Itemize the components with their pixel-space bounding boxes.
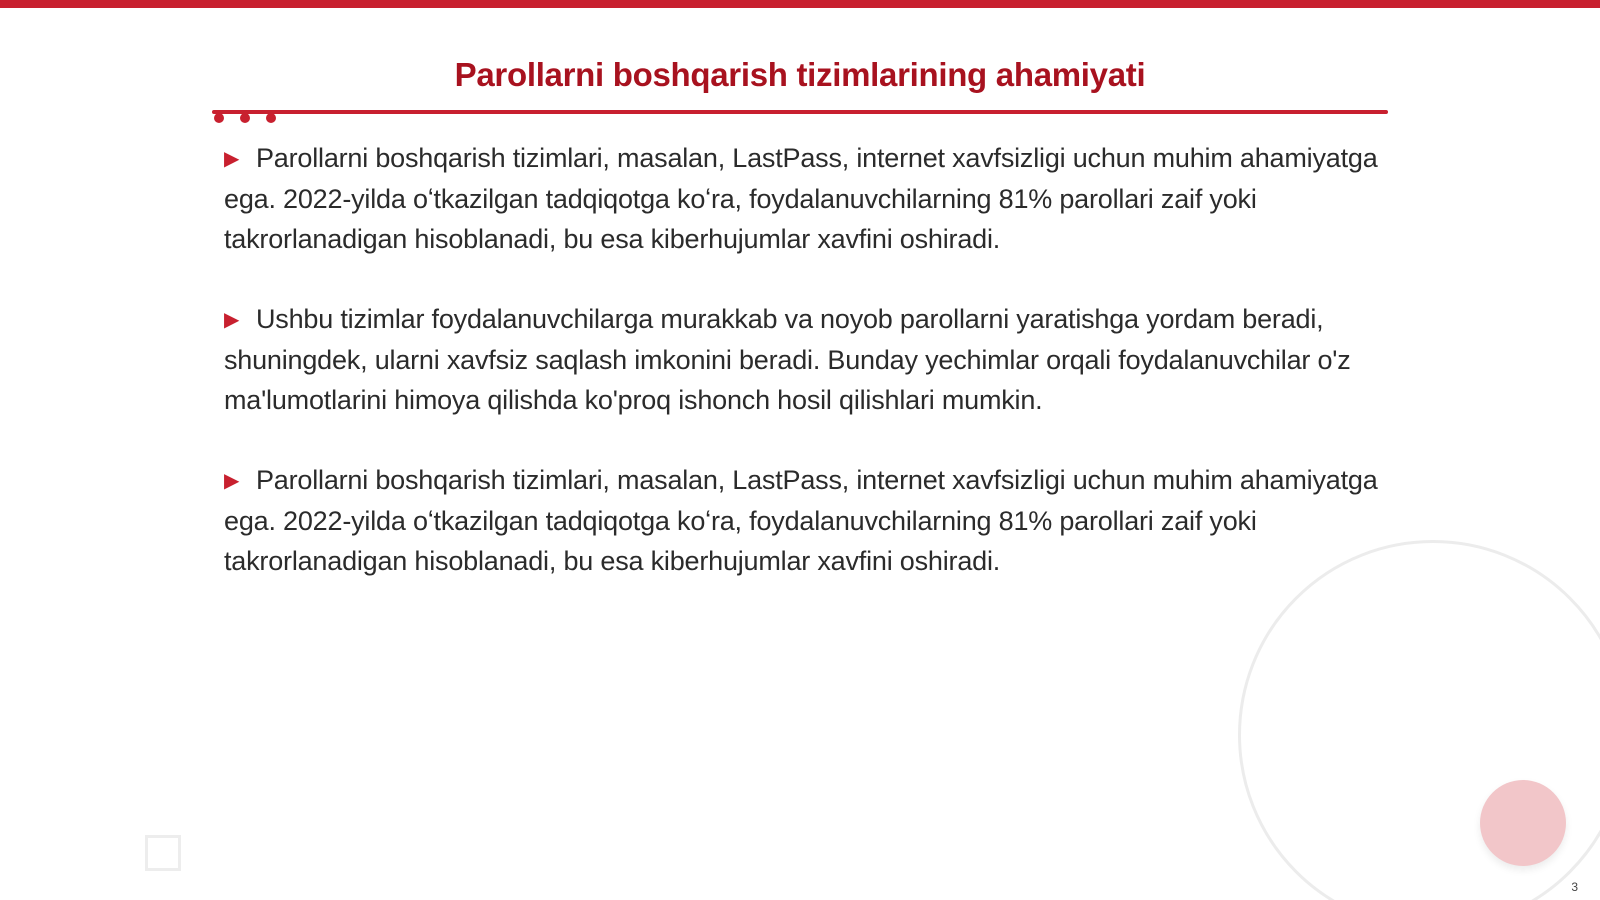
decorative-dot (214, 113, 224, 123)
slide-number: 3 (1571, 880, 1578, 894)
triangle-right-icon: ▶ (224, 470, 240, 492)
bullet-paragraph (224, 460, 1384, 581)
bullet-text: Parollarni boshqarish tizimlari, masalan, LastPass, internet xavfsizligi uchun muhim ahamiyatga ega. 2022-yilda oʻtkazilgan tadqiqotga koʻra, foydalanuvchilarning 81% parollari zaif yoki takrorlanadigan hisoblanadi, bu esa kiberhujumlar xavfini oshiradi. (224, 143, 1378, 254)
bullet-list (224, 138, 1384, 621)
decorative-dot (240, 113, 250, 123)
bullet-text: Parollarni boshqarish tizimlari, masalan, LastPass, internet xavfsizligi uchun muhim ahamiyatga ega. 2022-yilda oʻtkazilgan tadqiqotga koʻra, foydalanuvchilarning 81% parollari zaif yoki takrorlanadigan hisoblanadi, bu esa kiberhujumlar xavfini oshiradi. (224, 465, 1378, 576)
bullet-text: Ushbu tizimlar foydalanuvchilarga murakkab va noyob parollarni yaratishga yordam beradi, shuningdek, ularni xavfsiz saqlash imkonini beradi. Bunday yechimlar orqali foydalanuvchilar o'z ma'lumotlarini himoya qilishda ko'proq ishonch hosil qilishlari mumkin. (224, 304, 1351, 415)
bullet-paragraph (224, 299, 1384, 420)
top-accent-bar (0, 0, 1600, 8)
slide-title: Parollarni boshqarish tizimlarining ahamiyati (454, 56, 1146, 93)
decorative-dot (266, 113, 276, 123)
triangle-right-icon: ▶ (224, 148, 240, 170)
decorative-circle (1480, 780, 1566, 866)
decorative-square (145, 835, 181, 871)
title-underline (212, 110, 1388, 114)
triangle-right-icon: ▶ (224, 309, 240, 331)
bullet-paragraph (224, 138, 1384, 259)
